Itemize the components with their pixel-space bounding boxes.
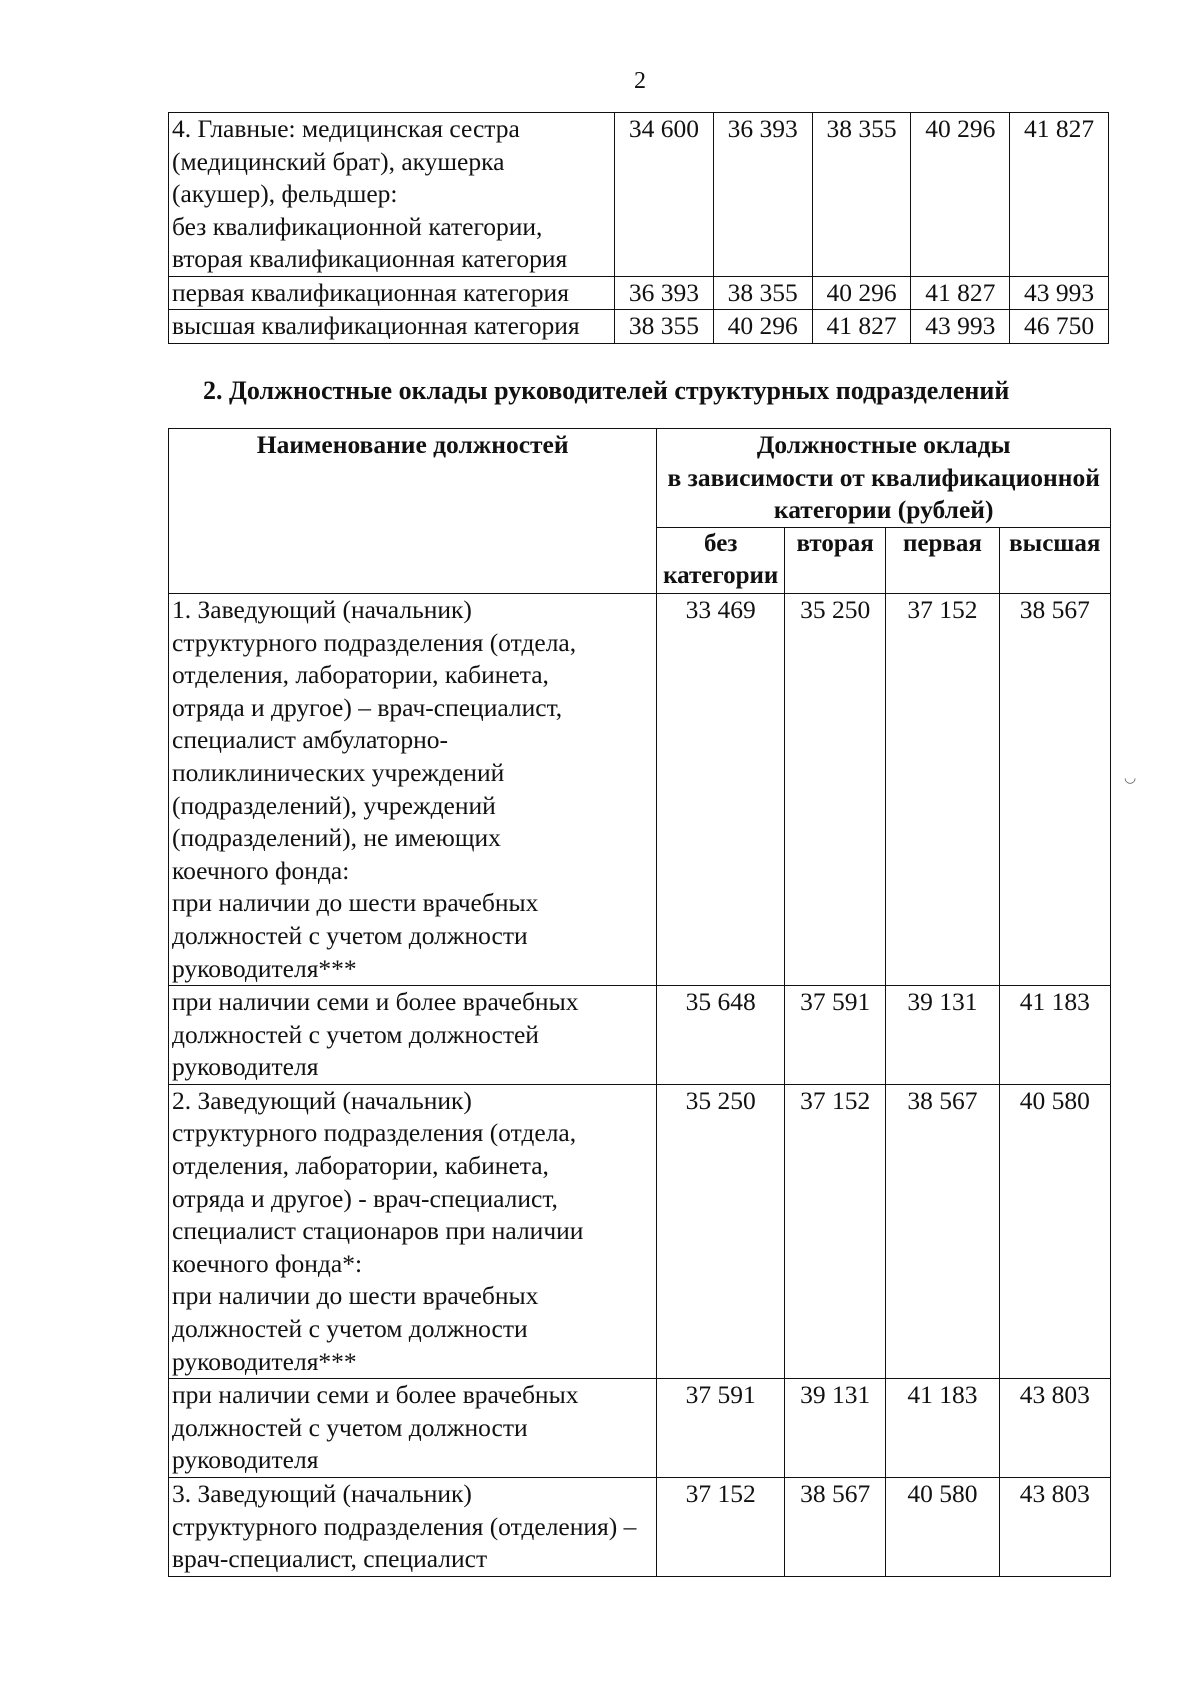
position-name-line: высшая квалификационная категория: [172, 311, 580, 340]
salary-value-cell: 39 131: [785, 1379, 886, 1478]
salary-value-cell: 37 152: [886, 593, 999, 985]
salary-value-cell: 34 600: [615, 113, 714, 277]
position-name-cell: [169, 113, 615, 277]
position-name-line: специалист стационаров при наличии: [172, 1216, 584, 1246]
table-row: [169, 1379, 1111, 1478]
salary-value-cell: 41 183: [999, 986, 1110, 1085]
header-col-first: [886, 527, 999, 593]
position-name-cell: [169, 1084, 657, 1378]
salary-value-cell: 40 296: [911, 113, 1010, 277]
table-row: [169, 986, 1111, 1085]
salary-table-heads: [168, 428, 1111, 1577]
position-name-line: отделения, лаборатории, кабинета,: [172, 1151, 549, 1181]
position-name-line: руководителя***: [172, 1346, 357, 1376]
table-row: [169, 1084, 1111, 1378]
salary-value-cell: 35 250: [657, 1084, 785, 1378]
salary-value-cell: 46 750: [1010, 310, 1109, 344]
position-name-line: поликлинических учреждений: [172, 757, 505, 787]
position-name-line: должностей с учетом должности: [172, 920, 528, 950]
position-name-line: руководителя: [172, 1445, 319, 1475]
position-name-line: (подразделений), учреждений: [172, 790, 496, 820]
salary-value-cell: 37 591: [657, 1379, 785, 1478]
header-col-line: высшая: [1009, 529, 1101, 557]
header-col-line: категории: [663, 562, 779, 590]
position-name-line: руководителя: [172, 1052, 319, 1082]
salary-value-cell: 41 827: [1010, 113, 1109, 277]
position-name-line: специалист амбулаторно-: [172, 725, 448, 755]
salary-value-cell: 38 355: [615, 310, 714, 344]
position-name-line: врач-специалист, специалист: [172, 1544, 488, 1574]
table-row: [169, 310, 1109, 344]
position-name-line: при наличии до шести врачебных: [172, 1281, 539, 1311]
header-col-second: [785, 527, 886, 593]
salary-value-cell: 38 567: [886, 1084, 999, 1378]
salary-value-cell: 39 131: [886, 986, 999, 1085]
position-name-line: без квалификационной категории,: [172, 211, 543, 241]
position-name-cell: [169, 1478, 657, 1577]
position-name-cell: [169, 593, 657, 985]
position-name-line: при наличии семи и более врачебных: [172, 987, 579, 1017]
salary-value-cell: 43 803: [999, 1478, 1110, 1577]
position-name-line: отряда и другое) - врач-специалист,: [172, 1183, 558, 1213]
position-name-line: 4. Главные: медицинская сестра: [172, 114, 520, 143]
header-position-name: Наименование должностей: [169, 429, 657, 594]
salary-value-cell: 35 648: [657, 986, 785, 1085]
position-name-line: должностей с учетом должности: [172, 1412, 528, 1442]
salary-table-nurses: [168, 112, 1109, 344]
position-name-line: первая квалификационная категория: [172, 277, 569, 307]
position-name-line: при наличии до шести врачебных: [172, 888, 539, 918]
salary-value-cell: 33 469: [657, 593, 785, 985]
salary-value-cell: 43 803: [999, 1379, 1110, 1478]
salary-table-heads-header: [169, 429, 1111, 594]
table-row: [169, 276, 1109, 310]
table-row: [169, 1478, 1111, 1577]
header-salary-group: [657, 429, 1111, 528]
salary-value-cell: 41 183: [886, 1379, 999, 1478]
position-name-line: должностей с учетом должности: [172, 1314, 528, 1344]
table-row: [169, 113, 1109, 277]
salary-value-cell: 37 591: [785, 986, 886, 1085]
section-title: 2. Должностные оклады руководителей структурных подразделений: [203, 376, 1010, 405]
position-name-line: 2. Заведующий (начальник): [172, 1085, 472, 1115]
salary-value-cell: 41 827: [911, 276, 1010, 310]
header-group-line: категории (рублей): [773, 495, 994, 525]
header-col-no-category: [657, 527, 785, 593]
position-name-line: структурного подразделения (отдела,: [172, 1118, 577, 1148]
position-name-cell: [169, 310, 615, 344]
salary-value-cell: 40 580: [999, 1084, 1110, 1378]
position-name-line: 3. Заведующий (начальник): [172, 1479, 472, 1508]
position-name-line: (подразделений), не имеющих: [172, 823, 501, 853]
position-name-line: коечного фонда*:: [172, 1248, 363, 1278]
salary-value-cell: 38 567: [785, 1478, 886, 1577]
header-col-line: без: [704, 529, 738, 557]
salary-value-cell: 41 827: [812, 310, 911, 344]
position-name-cell: [169, 276, 615, 310]
salary-value-cell: 40 296: [713, 310, 812, 344]
salary-value-cell: 37 152: [657, 1478, 785, 1577]
position-name-line: руководителя***: [172, 953, 357, 983]
position-name-line: коечного фонда:: [172, 855, 350, 885]
salary-value-cell: 43 993: [911, 310, 1010, 344]
header-row-top: [169, 429, 1111, 528]
salary-value-cell: 37 152: [785, 1084, 886, 1378]
scan-mark: ◡: [1124, 771, 1137, 786]
position-name-line: вторая квалификационная категория: [172, 244, 568, 273]
header-col-line: вторая: [796, 529, 874, 557]
salary-value-cell: 43 993: [1010, 276, 1109, 310]
position-name-line: должностей с учетом должностей: [172, 1019, 539, 1049]
position-name-line: структурного подразделения (отдела,: [172, 627, 577, 657]
salary-value-cell: 40 296: [812, 276, 911, 310]
salary-value-cell: 38 567: [999, 593, 1110, 985]
position-name-line: (медицинский брат), акушерка: [172, 146, 505, 176]
salary-value-cell: 38 355: [713, 276, 812, 310]
position-name-line: при наличии семи и более врачебных: [172, 1380, 579, 1410]
position-name-line: 1. Заведующий (начальник): [172, 594, 472, 624]
salary-table-heads-body: [169, 593, 1111, 1576]
salary-table-nurses-body: [169, 113, 1109, 344]
header-col-highest: [999, 527, 1110, 593]
table-row: [169, 593, 1111, 985]
header-group-line: в зависимости от квалификационной: [667, 462, 1100, 492]
page-number: 2: [634, 68, 646, 94]
header-group-line: Должностные оклады: [756, 430, 1011, 459]
position-name-line: отделения, лаборатории, кабинета,: [172, 660, 549, 690]
header-col-line: первая: [902, 529, 982, 557]
position-name-cell: [169, 986, 657, 1085]
position-name-line: отряда и другое) – врач-специалист,: [172, 692, 563, 722]
salary-value-cell: 38 355: [812, 113, 911, 277]
salary-value-cell: 40 580: [886, 1478, 999, 1577]
salary-value-cell: 35 250: [785, 593, 886, 985]
position-name-line: структурного подразделения (отделения) –: [172, 1511, 637, 1541]
salary-value-cell: 36 393: [713, 113, 812, 277]
position-name-line: (акушер), фельдшер:: [172, 179, 398, 208]
position-name-cell: [169, 1379, 657, 1478]
salary-value-cell: 36 393: [615, 276, 714, 310]
